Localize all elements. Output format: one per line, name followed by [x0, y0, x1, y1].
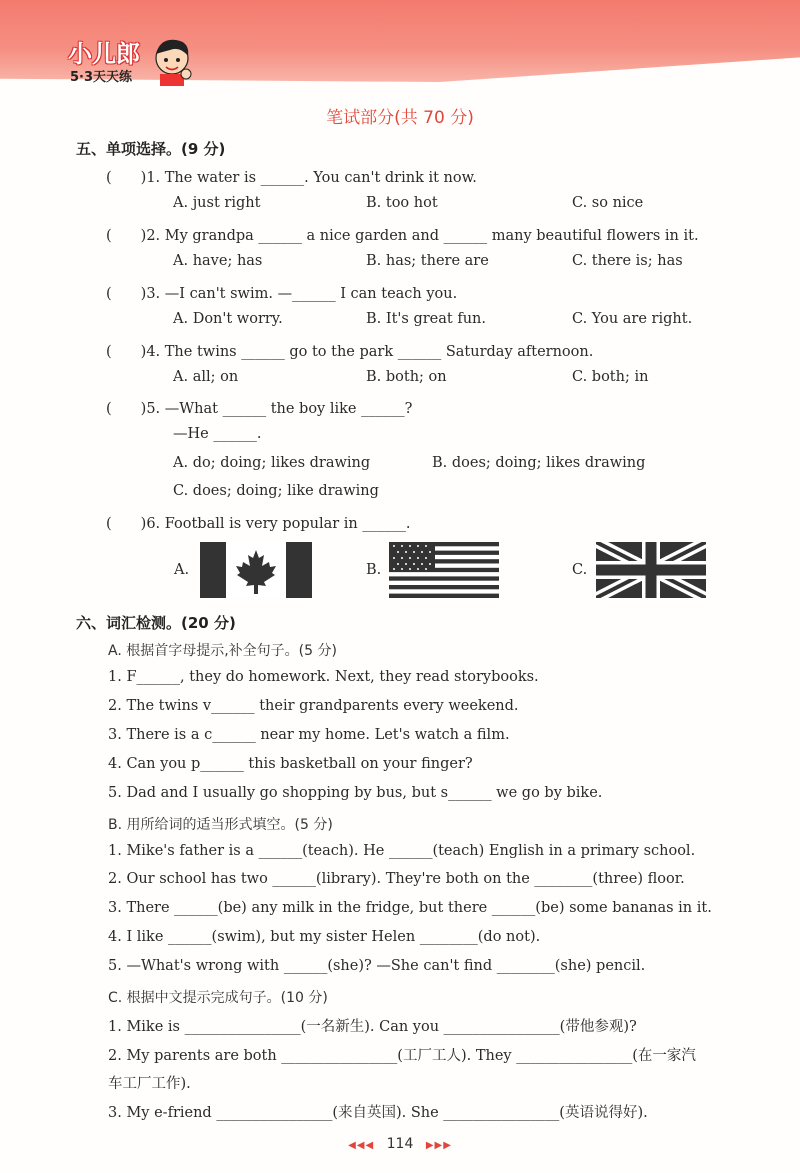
partB-item-2: 2. Our school has two ______(library). They're both on the ________(three) floor.	[108, 871, 685, 887]
partA-item-3: 3. There is a c______ near my home. Let's watch a film.	[108, 727, 510, 743]
q3-option-b: B. It's great fun.	[366, 311, 486, 327]
logo-title: 小儿郎	[68, 40, 140, 68]
left-arrows-icon: ◀◀◀	[348, 1140, 375, 1151]
partA-title: A. 根据首字母提示,补全句子。(5 分)	[108, 643, 337, 659]
partC-item-2: 2. My parents are both ________________(工厂工人). They ________________(在一家汽	[108, 1048, 696, 1064]
q6-option-a: A.	[174, 562, 190, 578]
page-number: 114	[386, 1136, 414, 1152]
partC-title: C. 根据中文提示完成句子。(10 分)	[108, 990, 328, 1006]
logo-subtitle: 5·3天天练	[70, 70, 133, 85]
q6-option-c: C.	[572, 562, 588, 578]
q3-stem: ( )3. —I can't swim. —______ I can teach you.	[106, 286, 458, 302]
usa-flag-icon	[389, 542, 499, 598]
q4-option-b: B. both; on	[366, 369, 447, 385]
partA-item-4: 4. Can you p______ this basketball on your finger?	[108, 756, 473, 772]
uk-flag-icon	[596, 542, 706, 598]
q2-stem: ( )2. My grandpa ______ a nice garden and ______ many beautiful flowers in it.	[106, 228, 699, 244]
q4-stem: ( )4. The twins ______ go to the park ______ Saturday afternoon.	[106, 344, 594, 360]
q2-option-c: C. there is; has	[572, 253, 683, 269]
q3-option-a: A. Don't worry.	[173, 311, 283, 327]
q3-option-c: C. You are right.	[572, 311, 693, 327]
q5-stem: ( )5. —What ______ the boy like ______?	[106, 401, 413, 417]
q5-option-a: A. do; doing; likes drawing	[173, 455, 371, 471]
partA-item-5: 5. Dad and I usually go shopping by bus, but s______ we go by bike.	[108, 785, 603, 801]
partA-item-1: 1. F______, they do homework. Next, they read storybooks.	[108, 669, 539, 685]
partB-item-3: 3. There ______(be) any milk in the fridge, but there ______(be) some bananas in it.	[108, 900, 712, 916]
partB-item-1: 1. Mike's father is a ______(teach). He ______(teach) English in a primary school.	[108, 843, 696, 859]
partC-item-1: 1. Mike is ________________(一名新生). Can you ________________(带他参观)?	[108, 1019, 637, 1035]
q4-option-c: C. both; in	[572, 369, 649, 385]
page-footer	[0, 1136, 800, 1152]
section6-title: 六、词汇检测。(20 分)	[76, 614, 236, 632]
q1-stem: ( )1. The water is ______. You can't drink it now.	[106, 170, 477, 186]
q1-option-a: A. just right	[173, 195, 261, 211]
q1-option-b: B. too hot	[366, 195, 438, 211]
q1-option-c: C. so nice	[572, 195, 644, 211]
canada-flag-icon	[200, 542, 312, 598]
partC-item-3: 3. My e-friend ________________(来自英国). She ________________(英语说得好).	[108, 1105, 648, 1121]
q4-option-a: A. all; on	[173, 369, 239, 385]
q5-line2: —He ______.	[173, 426, 262, 442]
right-arrows-icon: ▶▶▶	[425, 1140, 452, 1151]
q2-option-a: A. have; has	[173, 253, 263, 269]
mascot-icon	[150, 36, 196, 86]
q2-option-b: B. has; there are	[366, 253, 489, 269]
partA-item-2: 2. The twins v______ their grandparents every weekend.	[108, 698, 519, 714]
page-title: 笔试部分(共 70 分)	[326, 108, 474, 128]
section5-title: 五、单项选择。(9 分)	[76, 140, 226, 158]
partC-item-2-cont: 车工厂工作).	[108, 1076, 191, 1092]
q5-option-b: B. does; doing; likes drawing	[432, 455, 646, 471]
partB-title: B. 用所给词的适当形式填空。(5 分)	[108, 817, 333, 833]
q6-option-b: B.	[366, 562, 382, 578]
partB-item-4: 4. I like ______(swim), but my sister Helen ________(do not).	[108, 929, 541, 945]
partB-item-5: 5. —What's wrong with ______(she)? —She can't find ________(she) pencil.	[108, 958, 646, 974]
q6-stem: ( )6. Football is very popular in ______.	[106, 516, 411, 532]
q5-option-c: C. does; doing; like drawing	[173, 483, 379, 499]
